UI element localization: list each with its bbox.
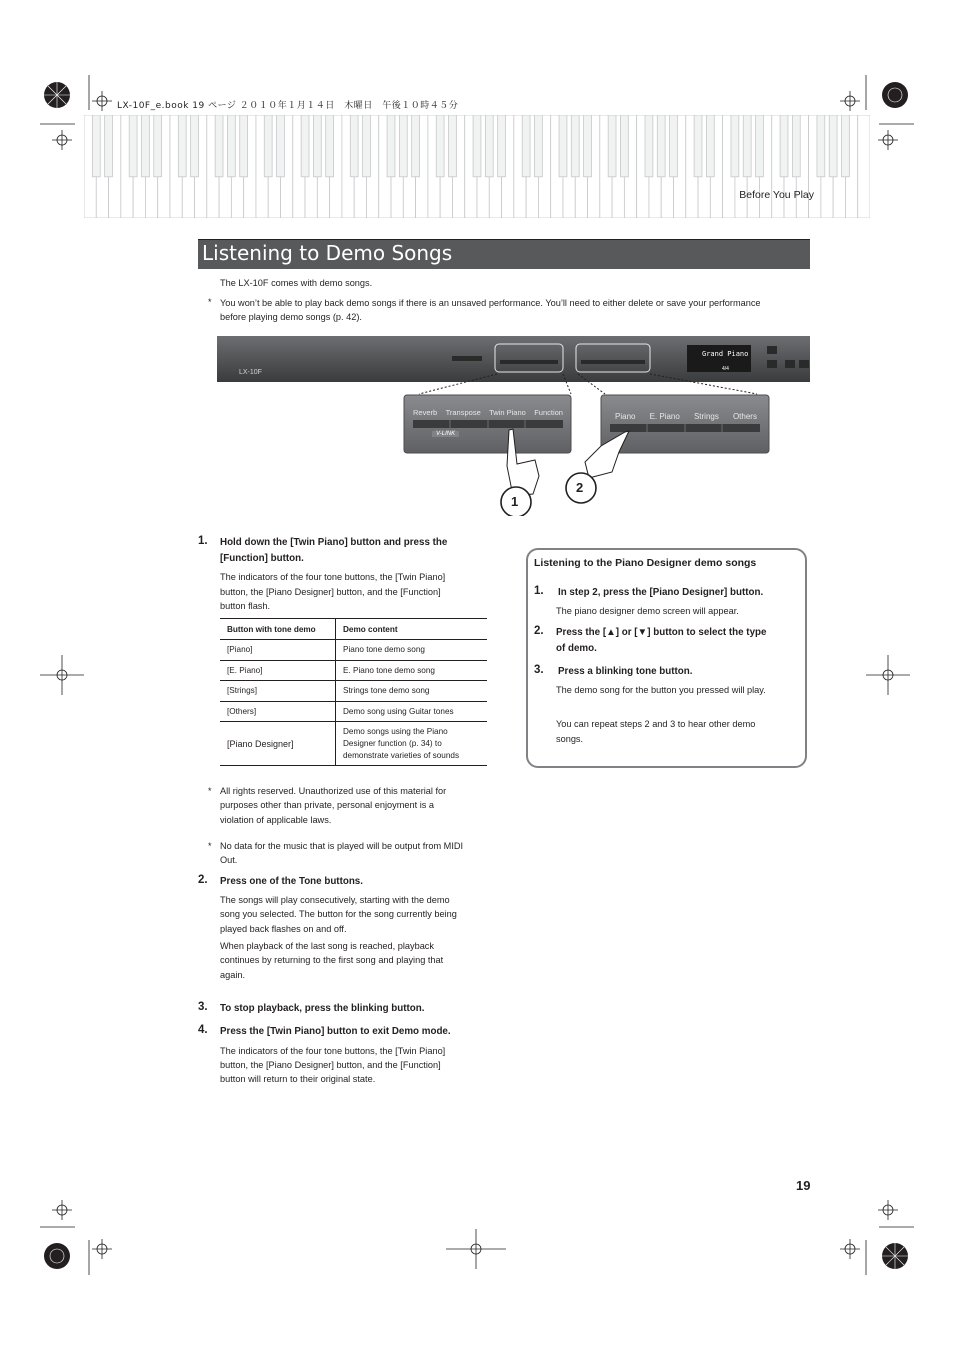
note-midi-line1: No data for the music that is played will be output from MIDI — [220, 841, 464, 851]
black-key — [436, 115, 444, 177]
black-key — [731, 115, 739, 177]
black-key — [756, 115, 764, 177]
note-rights-line2: purposes other than private, personal enjoyment is a — [220, 800, 434, 810]
keyboard-header-graphic — [84, 115, 870, 218]
black-key — [412, 115, 420, 177]
black-key — [694, 115, 702, 177]
black-key — [584, 115, 592, 177]
step-2-body-2: song you selected. The button for the song currently being — [220, 909, 457, 919]
black-key — [706, 115, 714, 177]
black-key — [522, 115, 530, 177]
step-4-num: 4. — [198, 1024, 208, 1036]
step-1-title-line1: Hold down the [Twin Piano] button and press the — [220, 537, 448, 548]
step-1-body-2: button, the [Piano Designer] button, and the [Function] — [220, 587, 441, 597]
black-key — [326, 115, 334, 177]
step-2-title: Press one of the Tone buttons. — [220, 876, 363, 887]
twin-piano-label: Twin Piano — [489, 408, 526, 417]
table-row — [220, 701, 487, 722]
black-key — [105, 115, 113, 177]
note-unsaved-line2: before playing demo songs (p. 42). — [220, 312, 362, 322]
step-4-body-1: The indicators of the four tone buttons, the [Twin Piano] — [220, 1046, 446, 1056]
black-key — [399, 115, 407, 177]
black-key — [829, 115, 837, 177]
sidebox-step-2-num: 2. — [534, 625, 544, 637]
note-bullet: * — [208, 786, 212, 796]
table-cell: E. Piano tone demo song — [336, 660, 488, 681]
black-key — [301, 115, 309, 177]
table-header: Demo content — [336, 619, 488, 640]
table-cell: [Piano] — [220, 640, 336, 661]
note-rights-line3: violation of applicable laws. — [220, 815, 332, 825]
black-key — [498, 115, 506, 177]
sidebox-step-2-title-line2: of demo. — [556, 643, 597, 654]
table-cell-line: demonstrate varieties of sounds — [343, 750, 460, 760]
left-panel-labels — [413, 408, 563, 417]
step-2-body-6: again. — [220, 970, 246, 980]
step-3-num: 3. — [198, 1001, 208, 1013]
function-label: Function — [534, 408, 563, 417]
black-key — [191, 115, 199, 177]
black-key — [215, 115, 223, 177]
demo-table — [220, 618, 487, 766]
page-number: 19 — [796, 1178, 811, 1193]
black-key — [842, 115, 850, 177]
table-cell: [E. Piano] — [220, 660, 336, 681]
black-key — [350, 115, 358, 177]
panel-illustration — [217, 336, 810, 516]
sidebox-step-3-num: 3. — [534, 664, 544, 676]
black-key — [277, 115, 285, 177]
sidebox-footer-line2: songs. — [556, 734, 584, 744]
table-cell: [Strings] — [220, 681, 336, 702]
sidebox-step-2-title-line1: Press the [▲] or [▼] button to select the type — [556, 627, 767, 638]
black-key — [178, 115, 186, 177]
sidebox-step-1-title: In step 2, press the [Piano Designer] button. — [558, 587, 764, 598]
sidebox-step-1-body: The piano designer demo screen will appear. — [556, 606, 739, 616]
note-bullet: * — [208, 297, 212, 307]
black-key — [387, 115, 395, 177]
black-key — [485, 115, 493, 177]
table-cell: Strings tone demo song — [336, 681, 488, 702]
black-key — [141, 115, 149, 177]
step-3-title: To stop playback, press the blinking button. — [220, 1003, 425, 1014]
black-key — [657, 115, 665, 177]
step-1-body-1: The indicators of the four tone buttons, the [Twin Piano] — [220, 572, 446, 582]
step-2-body-1: The songs will play consecutively, starting with the demo — [220, 895, 450, 905]
black-key — [743, 115, 751, 177]
table-cell-line: Designer function (p. 34) to — [343, 738, 442, 748]
table-row — [220, 660, 487, 681]
step-2-body-5: continues by returning to the first song and playing that — [220, 955, 444, 965]
black-key — [264, 115, 272, 177]
table-header: Button with tone demo — [220, 619, 336, 640]
step-4-title: Press the [Twin Piano] button to exit Demo mode. — [220, 1026, 451, 1037]
table-cell: Demo song using Guitar tones — [336, 701, 488, 722]
black-key — [670, 115, 678, 177]
sidebox-step-1-num: 1. — [534, 585, 544, 597]
table-header-row — [220, 619, 487, 640]
step-2-body-3: played back flashes on and off. — [220, 924, 347, 934]
black-key — [645, 115, 653, 177]
table-row — [220, 640, 487, 661]
black-key — [313, 115, 321, 177]
white-key — [858, 115, 870, 218]
table-cell: Piano tone demo song — [336, 640, 488, 661]
display-sub: 4/4 — [722, 366, 729, 372]
black-key — [473, 115, 481, 177]
step-2-num: 2. — [198, 874, 208, 886]
black-key — [240, 115, 248, 177]
callout-2: 2 — [576, 480, 584, 495]
step-1-body-3: button flash. — [220, 601, 271, 611]
sidebox-step-3-title: Press a blinking tone button. — [558, 666, 693, 677]
model-label: LX-10F — [239, 369, 262, 376]
callout-1: 1 — [511, 494, 519, 509]
black-key — [792, 115, 800, 177]
black-key — [154, 115, 162, 177]
section-label: Before You Play — [739, 189, 814, 201]
step-1-num: 1. — [198, 535, 208, 547]
black-key — [571, 115, 579, 177]
black-key — [449, 115, 457, 177]
table-cell: [Piano Designer] — [220, 722, 336, 766]
e-piano-label: E. Piano — [649, 412, 680, 421]
v-link-label: V-LINK — [432, 431, 459, 437]
table-cell-line: Demo songs using the Piano — [343, 727, 448, 736]
transpose-label: Transpose — [445, 408, 481, 417]
file-stamp: LX-10F_e.book 19 ページ ２０１０年１月１４日 木曜日 午後１０時４５分 — [117, 101, 459, 111]
black-key — [559, 115, 567, 177]
table-row — [220, 722, 487, 766]
strings-label: Strings — [693, 412, 719, 421]
black-key — [620, 115, 628, 177]
piano-label: Piano — [615, 412, 636, 421]
black-key — [534, 115, 542, 177]
black-key — [227, 115, 235, 177]
right-panel-labels — [615, 412, 757, 421]
page-title: Listening to Demo Songs — [202, 241, 453, 265]
sidebox-step-3-body: The demo song for the button you pressed will play. — [556, 685, 766, 695]
table-row — [220, 681, 487, 702]
black-key — [92, 115, 100, 177]
display-text: Grand Piano — [702, 350, 749, 358]
black-key — [608, 115, 616, 177]
black-key — [129, 115, 137, 177]
note-unsaved-line1: You won’t be able to play back demo songs if there is an unsaved performance. You’ll need to either delete or save your performance — [220, 298, 761, 308]
table-cell — [336, 722, 488, 766]
reverb-label: Reverb — [413, 408, 438, 417]
table-cell: [Others] — [220, 701, 336, 722]
step-2-body-4: When playback of the last song is reached, playback — [220, 941, 434, 951]
note-rights-line1: All rights reserved. Unauthorized use of this material for — [220, 786, 447, 796]
others-label: Others — [732, 412, 757, 421]
sidebox-footer-line1: You can repeat steps 2 and 3 to hear other demo — [556, 719, 756, 729]
step-4-body-2: button, the [Piano Designer] button, and the [Function] — [220, 1060, 441, 1070]
step-1-title-line2: [Function] button. — [220, 553, 304, 564]
black-key — [780, 115, 788, 177]
step-4-body-3: button will return to their original state. — [220, 1074, 376, 1084]
intro-text: The LX-10F comes with demo songs. — [220, 278, 373, 288]
page-title-bar — [198, 239, 810, 269]
note-midi-line2: Out. — [220, 855, 238, 865]
note-bullet: * — [208, 841, 212, 851]
sidebox-title: Listening to the Piano Designer demo songs — [534, 557, 757, 569]
black-key — [363, 115, 371, 177]
black-key — [817, 115, 825, 177]
